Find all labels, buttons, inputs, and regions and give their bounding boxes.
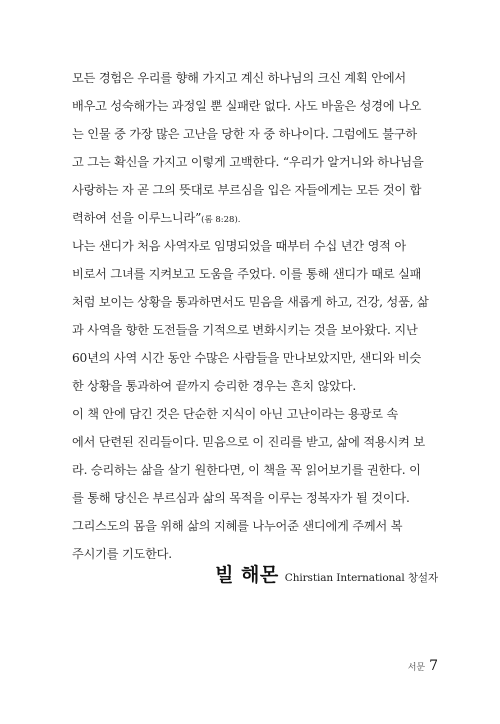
text-line [72,288,437,316]
preface-body [72,64,437,568]
text-line [72,344,437,372]
line-text: 고 그는 확신을 가지고 이렇게 고백한다. “우리가 알거니와 하나님을 [72,155,424,169]
line-text: 력하여 선을 이루느니라” [72,211,202,225]
scripture-citation: (롬 8:28). [201,215,241,225]
line-text: 나는 샌디가 처음 사역자로 임명되었을 때부터 수십 년간 영적 아 [72,239,406,253]
text-line [72,260,437,288]
line-text: 과 사역을 향한 도전들을 기적으로 변화시키는 것을 보아왔다. 지난 [72,323,418,337]
line-text: 주시기를 기도한다. [72,547,172,561]
section-label: 서문 [407,663,426,673]
text-line [72,484,437,512]
line-text: 그리스도의 몸을 위해 삶의 지혜를 나누어준 샌디에게 주께서 복 [72,519,403,533]
line-text: 비로서 그녀를 지켜보고 도움을 주었다. 이를 통해 샌디가 때로 실패 [72,267,422,281]
line-text: 배우고 성숙해가는 과정일 뿐 실패란 없다. 사도 바울은 성경에 나오 [72,99,422,113]
text-line [72,92,437,120]
author-name: 빌 해몬 [215,564,279,586]
page-footer [408,658,438,674]
text-line [72,400,437,428]
line-text: 라. 승리하는 삶을 살기 원한다면, 이 책을 꼭 읽어보기를 권한다. 이 [72,463,421,477]
line-text: 모든 경험은 우리를 향해 가지고 계신 하나님의 크신 계획 안에서 [72,71,406,85]
signature [215,560,438,590]
text-line [72,176,437,204]
line-text: 한 상황을 통과하여 끝까지 승리한 경우는 흔치 않았다. [72,379,357,393]
text-line [72,512,437,540]
page-number: 7 [429,658,438,674]
text-line [72,232,437,260]
line-text: 60년의 사역 시간 동안 수많은 사람들을 만나보았지만, 샌디와 비슷 [72,351,422,365]
line-text: 는 인물 중 가장 많은 고난을 당한 자 중 하나이다. 그럼에도 불구하 [72,127,417,141]
text-line [72,372,437,400]
text-line [72,316,437,344]
text-line [72,64,437,92]
line-text: 를 통해 당신은 부르심과 삶의 목적을 이루는 정복자가 될 것이다. [72,491,410,505]
line-text: 에서 단련된 진리들이다. 믿음으로 이 진리를 받고, 삶에 적용시켜 보 [72,435,425,449]
line-text: 이 책 안에 담긴 것은 단순한 지식이 아닌 고난이라는 용광로 속 [72,407,399,421]
text-line [72,456,437,484]
text-line [72,148,437,176]
author-title: Chirstian International 창설자 [284,572,438,584]
text-line [72,120,437,148]
line-text: 처럼 보이는 상황을 통과하면서도 믿음을 새롭게 하고, 건강, 성품, 삶 [72,295,429,309]
text-line [72,204,437,232]
line-text: 사랑하는 자 곧 그의 뜻대로 부르심을 입은 자들에게는 모든 것이 합 [72,183,422,197]
text-line [72,428,437,456]
